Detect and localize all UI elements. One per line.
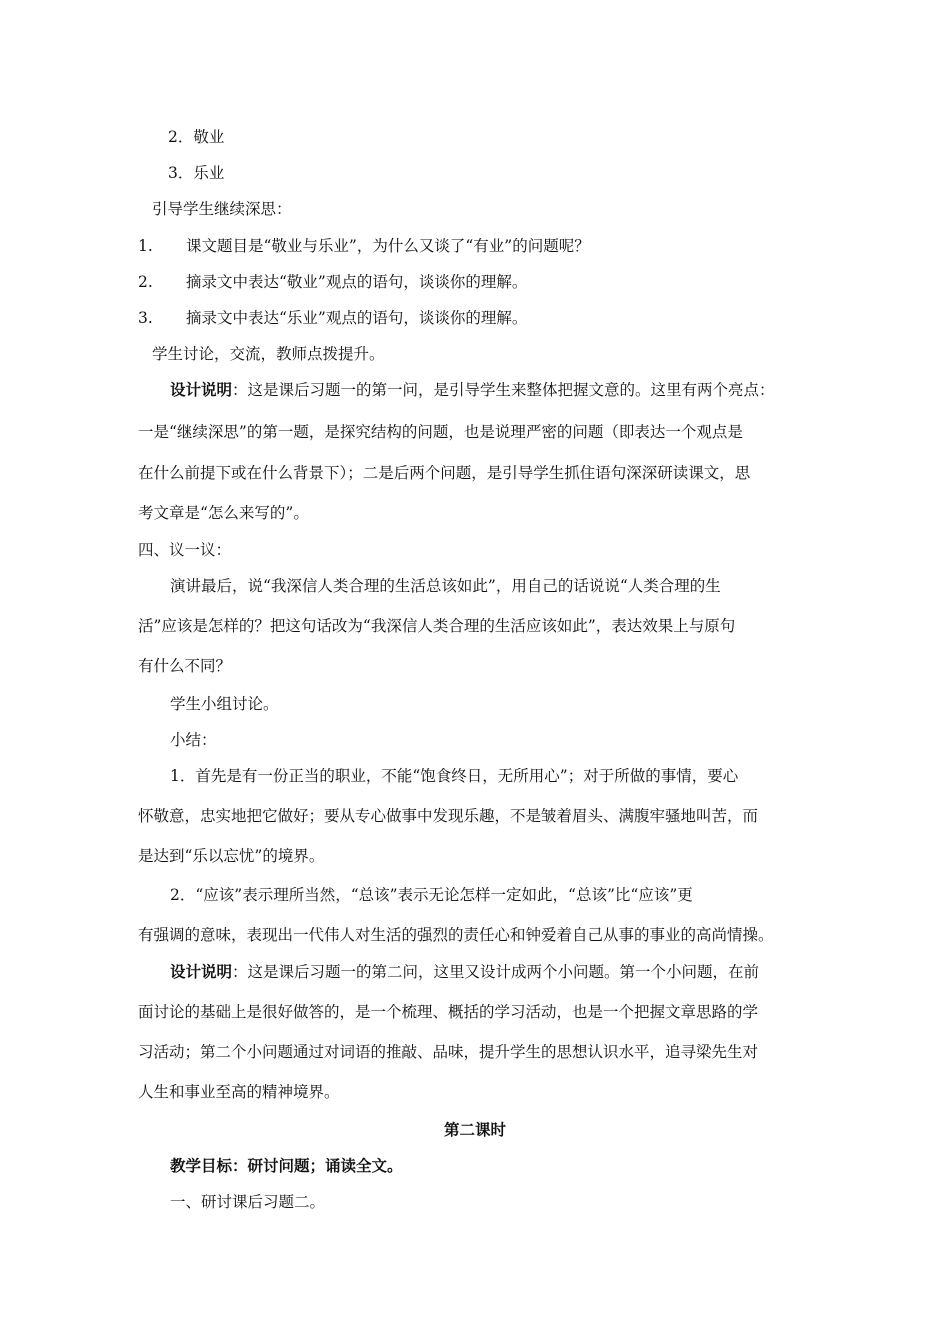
lesson-2-goal: 教学目标：研讨问题；诵读全文。 <box>170 1156 403 1175</box>
design-note-1-line-2: 一是“继续深思”的第一题，是探究结构的问题，也是说理严密的问题（即表达一个观点是 <box>138 423 743 441</box>
section-4-line-1: 演讲最后，说“我深信人类合理的生活总该如此”，用自己的话说说“人类合理的生 <box>170 577 721 595</box>
group-discussion: 学生小组讨论。 <box>170 695 279 713</box>
item-2: 2．敬业 <box>168 128 225 146</box>
design-note-1-label: 设计说明 <box>170 380 233 399</box>
design-note-1-line-3: 在什么前提下或在什么背景下）；二是后两个问题，是引导学生抓住语句深深研读课文，思 <box>138 464 751 482</box>
question-3-text: 摘录文中表达“乐业”观点的语句，谈谈你的理解。 <box>186 309 528 327</box>
summary-1-line-3: 是达到“乐以忘忧”的境界。 <box>138 847 325 865</box>
design-note-1-line-1: 设计说明：这是课后习题一的第一问，是引导学生来整体把握文意的。这里有两个亮点： <box>170 380 775 399</box>
lesson-2-title: 第二课时 <box>443 1120 506 1139</box>
guide-intro: 引导学生继续深思： <box>152 200 292 218</box>
summary-2-line-1: 2．“应该”表示理所当然，“总该”表示无论怎样一定如此，“总该”比“应该”更 <box>170 886 693 904</box>
question-2-number: 2. <box>138 273 153 291</box>
summary-2-line-2: 有强调的意味，表现出一代伟人对生活的强烈的责任心和钟爱着自己从事的事业的高尚情操。 <box>138 926 774 944</box>
design-note-2-line-1: 设计说明：这是课后习题一的第二问，这里又设计成两个小问题。第一个小问题，在前 <box>170 962 760 981</box>
design-note-2-label: 设计说明 <box>170 962 233 981</box>
lesson-2-first-item: 一、研讨课后习题二。 <box>170 1193 326 1211</box>
summary-1-line-1: 1．首先是有一份正当的职业，不能“饱食终日，无所用心”；对于所做的事情，要心 <box>170 767 739 785</box>
design-note-1-line-4: 考文章是“怎么来写的”。 <box>138 504 309 522</box>
question-2-text: 摘录文中表达“敬业”观点的语句，谈谈你的理解。 <box>186 273 528 291</box>
question-1-text: 课文题目是“敬业与乐业”，为什么又谈了“有业”的问题呢？ <box>186 237 590 255</box>
design-note-2-line-3: 习活动；第二个小问题通过对词语的推敲、品味，提升学生的思想认识水平，追寻梁先生对 <box>138 1043 759 1061</box>
section-4-heading: 四、议一议： <box>138 541 232 559</box>
section-4-line-2: 活”应该是怎样的？把这句话改为“我深信人类合理的生活应该如此”，表达效果上与原句 <box>138 617 736 635</box>
section-4-line-3: 有什么不同？ <box>138 657 232 675</box>
discussion-note: 学生讨论，交流，教师点拨提升。 <box>152 345 385 363</box>
question-3-number: 3. <box>138 309 153 327</box>
item-3: 3．乐业 <box>168 164 225 182</box>
summary-1-line-2: 怀敬意，忠实地把它做好；要从专心做事中发现乐趣，不是皱着眉头、满腹牢骚地叫苦，而 <box>138 807 759 825</box>
question-1-number: 1. <box>138 237 153 255</box>
design-note-2-line-2: 面讨论的基础上是很好做答的，是一个梳理、概括的学习活动，也是一个把握文章思路的学 <box>138 1003 759 1021</box>
design-note-2-line-4: 人生和事业至高的精神境界。 <box>138 1083 340 1101</box>
summary-label: 小结： <box>170 731 217 749</box>
